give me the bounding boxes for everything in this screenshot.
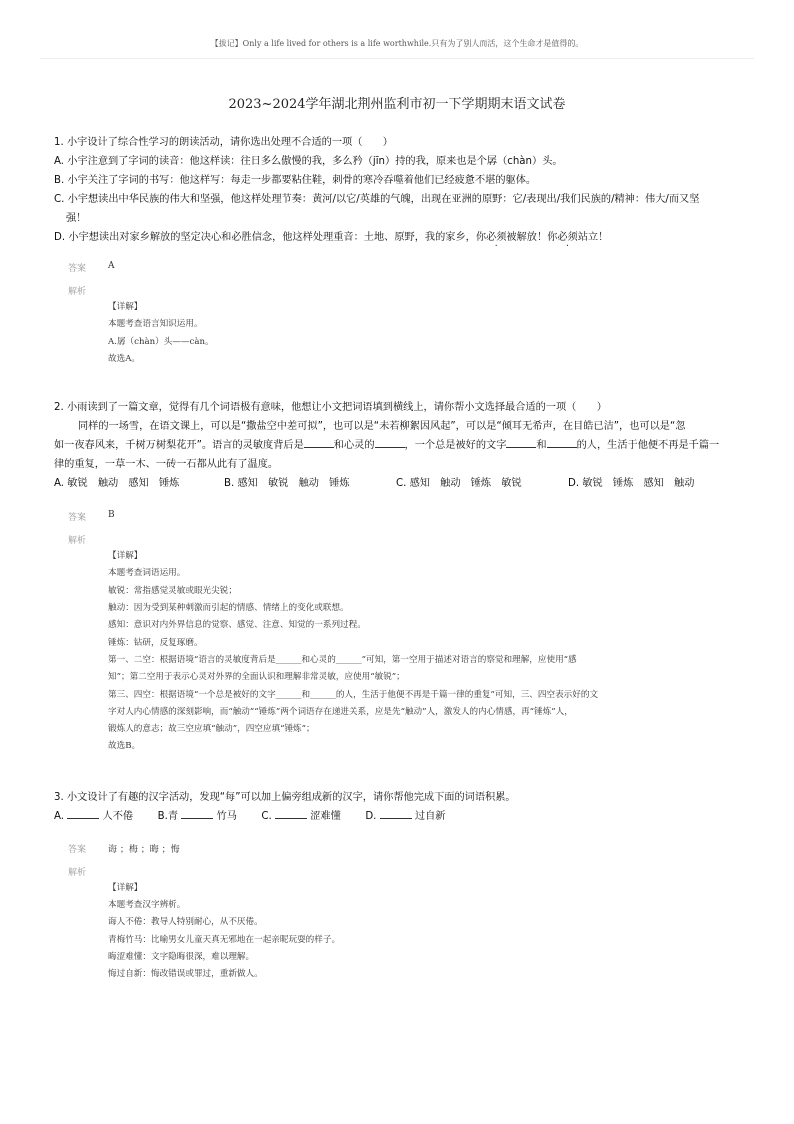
question-1-option-d [54, 228, 744, 247]
analysis-line: 本题考查汉字辨析。 [108, 900, 186, 911]
fill-blank-d [380, 808, 412, 819]
analysis-line: A.孱（chàn）头——càn。 [108, 336, 214, 347]
fill-blank [304, 437, 334, 448]
analysis-line: 感知：意识对内外界信息的觉察、感觉、注意、知觉的一系列过程。 [108, 620, 366, 631]
answer-label: 答案 [68, 264, 87, 274]
question-2-passage-line-3: 律的重复，一草一木、一砖一石都从此有了温度。 [54, 459, 279, 471]
question-1 [54, 133, 744, 247]
analysis-line: 锻炼人的意志；故三空应填“触动”，四空应填“锤炼”； [108, 724, 315, 735]
analysis-line: 锤炼：钻研，反复琢磨。 [108, 637, 203, 648]
option-b-suffix: 竹马 [216, 810, 237, 822]
analysis-label: 解析 [68, 867, 87, 878]
question-3-analysis-label [54, 865, 744, 878]
question-3-options [54, 807, 744, 826]
analysis-label: 解析 [68, 287, 87, 297]
analysis-line: 青梅竹马：比喻男女儿童天真无邪地在一起亲昵玩耍的样子。 [108, 934, 341, 945]
emphasis-dotted-text: 必须 [486, 232, 507, 243]
passage-text: 和 [536, 440, 547, 452]
answer-label: 答案 [68, 844, 87, 855]
fill-blank-c [275, 808, 307, 819]
question-2-option-a: A. 敏锐 触动 感知 锤炼 [54, 478, 180, 490]
header-divider [40, 58, 754, 59]
analysis-line: 悔过自新：悔改错误或罪过，重新做人。 [108, 969, 263, 980]
question-1-option-d-text: D. 小宇想读出对家乡解放的坚定决心和必胜信念，他这样处理重音：土地、原野，我的家乡，你 [54, 232, 487, 243]
option-a-suffix: 人不倦 [102, 810, 134, 822]
question-2-option-c: C. 感知 触动 锤炼 敏锐 [396, 478, 522, 490]
header-motto: 【拔记】Only a life lived for others is a life worthwhile.只有为了别人而活，这个生命才是值得的。 [210, 39, 584, 48]
question-2-options [54, 474, 744, 493]
analysis-line: 【详解】 [108, 551, 143, 562]
analysis-line: 故选B。 [108, 741, 141, 752]
answer-label: 答案 [68, 513, 87, 524]
analysis-line: 知”；第二空用于表示心灵对外界的全面认识和理解非常灵敏，应使用“敏锐”； [108, 672, 405, 683]
question-1-analysis [108, 299, 728, 368]
question-3-stem: 3. 小文设计了有趣的汉字活动，发现“每”可以加上偏旁组成新的汉字，请你帮他完成下面的词语积累。 [54, 791, 516, 803]
analysis-line: 第三、四空：根据语境“一个总是被好的文字______和______的人，生活于他便不再是千篇一律的重复”可知，三、四空表示好的文 [108, 689, 599, 700]
passage-text: 如一夜春风来，千树万树梨花开”。语言的灵敏度背后是 [54, 440, 304, 452]
question-2 [54, 398, 744, 493]
question-3 [54, 788, 744, 826]
answer-value: A [108, 261, 115, 271]
question-1-option-d-text-end: 站立！ [577, 232, 609, 243]
question-2-answer [54, 510, 744, 523]
question-2-analysis [108, 548, 728, 756]
question-1-answer [54, 261, 744, 274]
analysis-line: 故选A。 [108, 353, 140, 364]
analysis-line: 触动：因为受到某种刺激而引起的情感、情绪上的变化或联想。 [108, 603, 349, 614]
fill-blank [506, 437, 536, 448]
question-1-option-d-text-mid: 被解放！你 [506, 232, 558, 243]
analysis-line: 【详解】 [108, 882, 143, 893]
page-title: 2023~2024学年湖北荆州监利市初一下学期期末语文试卷 [228, 97, 566, 112]
passage-text: 的人，生活于他便不再是千篇一 [576, 440, 720, 452]
analysis-line: 字对人内心情感的深刻影响，而“触动”“锤炼”两个词语存在递进关系，应是先“触动”人，激发人的内心情感，再“锤炼”人， [108, 706, 573, 717]
question-3-analysis [108, 880, 728, 984]
analysis-line: 本题考查语言知识运用。 [108, 319, 203, 330]
question-1-option-a: A. 小宇注意到了字词的读音：他这样读：往日多么傲慢的我，多么矜（jīn）持的我，原来也是个孱（chàn）头。 [54, 156, 563, 167]
analysis-line: 晦涩难懂：文字隐晦很深，难以理解。 [108, 951, 255, 962]
exam-content [54, 133, 744, 984]
option-a-prefix: A. [54, 810, 65, 822]
answer-value: 诲 ；梅 ；晦 ；悔 [108, 844, 180, 855]
analysis-label: 解析 [68, 536, 87, 547]
passage-text: ，一个总是被好的文字 [404, 440, 507, 452]
question-3-answer [54, 842, 744, 855]
question-1-analysis-label [54, 284, 744, 297]
option-c-suffix: 涩难懂 [310, 810, 341, 822]
fill-blank [547, 437, 577, 448]
analysis-line: 第一、二空：根据语境“语言的灵敏度背后是______和心灵的______”可知，第一空用于描述对语言的察觉和理解，应使用“感 [108, 654, 577, 665]
question-1-option-b: B. 小宇关注了字词的书写：他这样写：每走一步都要粘住鞋，刺骨的寒冷吞噬着他们已经疲惫不堪的躯体。 [54, 175, 537, 186]
analysis-line: 本题考查词语运用。 [108, 568, 186, 579]
answer-value: B [108, 510, 115, 521]
question-2-analysis-label [54, 533, 744, 546]
fill-blank [375, 437, 405, 448]
analysis-line: 诲人不倦：教导人特别耐心，从不厌倦。 [108, 917, 263, 928]
option-d-suffix: 过自新 [414, 810, 446, 822]
question-1-option-c-cont: 强！ [66, 213, 87, 224]
question-2-passage-line-2 [54, 436, 744, 455]
emphasis-dotted-text-2: 必须 [557, 232, 578, 243]
analysis-line: 【详解】 [108, 302, 143, 312]
fill-blank-a [67, 808, 99, 819]
analysis-line: 敏锐：常指感觉灵敏或眼光尖锐； [108, 585, 237, 596]
option-d-prefix: D. [365, 810, 377, 822]
option-b-prefix: B.青 [157, 810, 179, 822]
question-2-passage-line-1: 同样的一场雪，在语文课上，可以是“撒盐空中差可拟”，也可以是“未若柳絮因风起”，可以是“倾耳无希声，在目皓已洁”，也可以是“忽 [78, 421, 686, 433]
question-1-option-c: C. 小宇想读出中华民族的伟大和坚强，他这样处理节奏：黄河/以它/英雄的气魄，出现在亚洲的原野：它/表现出/我们民族的/精神：伟大/而又坚 [54, 194, 700, 205]
fill-blank-b [181, 808, 213, 819]
question-2-option-d: D. 敏锐 锤炼 感知 触动 [568, 478, 695, 490]
question-2-stem: 2. 小雨读到了一篇文章，觉得有几个词语极有意味，他想让小文把词语填到横线上，请你帮小文选择最合适的一项（ ） [54, 402, 607, 414]
question-2-option-b: B. 感知 敏锐 触动 锤炼 [224, 478, 350, 490]
passage-text: 和心灵的 [333, 440, 375, 452]
question-1-stem: 1. 小宇设计了综合性学习的朗读活动，请你选出处理不合适的一项（ ） [54, 137, 393, 148]
option-c-prefix: C. [261, 810, 272, 822]
